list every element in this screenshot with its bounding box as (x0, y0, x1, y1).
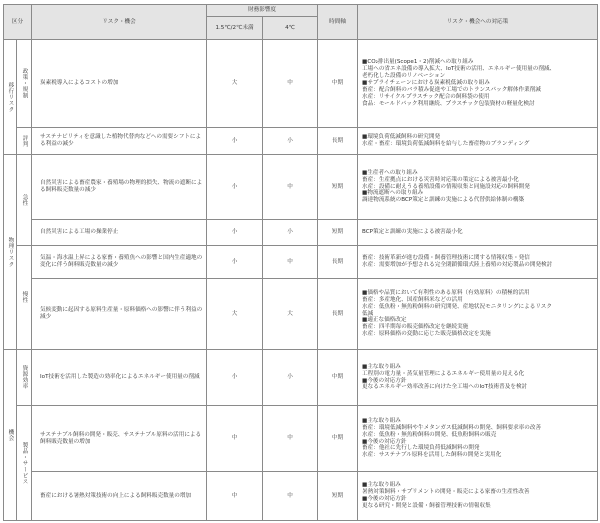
response-measures: ■主な取り組み 暑熱対策飼料・サプリメントの開発・販売による家畜の生産性改善 ■今後の対応方針 更なる研究・開発と設備・飼養管理技術の情報収集 (358, 472, 598, 521)
risk-text: 炭素税導入によるコストの増加 (32, 40, 207, 128)
response-measures: ■主な取り組み 畜産：環境低減飼料や牛メタンガス低減飼料の開発、飼料要求率の改善 水産：低魚粉・無魚粉飼料の開発、低魚粉飼料の販売 ■今後の対応方針 畜産：他社に先行した環境負荷低減飼料の開発 水産：サステナブル原料を活用した飼料の開発と実用化 (358, 406, 598, 472)
header-response: リスク・機会への対応策 (358, 5, 598, 40)
risk-text: 気温・海水温上昇による家畜・養殖魚への影響と国内生産適地の変化に伴う飼料販売数量の減少 (32, 246, 207, 279)
impact-4: 大 (263, 279, 318, 350)
impact-1-5: 小 (207, 155, 263, 220)
risk-text: 自然災害による畜産農家・養殖場の物理的損失、物流の遮断による飼料販売数量の減少 (32, 155, 207, 220)
impact-1-5: 小 (207, 350, 263, 406)
impact-4: 小 (263, 220, 318, 246)
header-risk-opportunity: リスク・機会 (32, 5, 207, 40)
risk-text: 気候変動に起因する原料生産量・原料価格への影響に伴う利益の減少 (32, 279, 207, 350)
subgroup-chronic: 慢性 (17, 246, 32, 350)
header-time-axis: 時間軸 (318, 5, 358, 40)
group-physical-risk: 物理リスク (4, 155, 17, 350)
group-opportunity: 機会 (4, 350, 17, 521)
impact-4: 中 (263, 155, 318, 220)
impact-4: 中 (263, 406, 318, 472)
time-axis: 中期 (318, 350, 358, 406)
impact-1-5: 中 (207, 472, 263, 521)
impact-4: 小 (263, 350, 318, 406)
time-axis: 短期 (318, 220, 358, 246)
response-measures: ■主な取り組み 工程別の電力量・蒸気量管理によるエネルギー使用量の見える化 ■今後の対応方針 更なるエネルギー効率改善に向けた全工場へのIoT技術普及を検討 (358, 350, 598, 406)
header-scenario-4: 4℃ (263, 17, 318, 40)
response-measures: ■価格や品質において有利性のある原料（有効原料）の積極的活用 畜産：多産地化、国産飼料米などの活用 水産：低魚粉・無魚粉飼料の研究開発、産地状況モニタリングによるリスク 低減 ■適正な価格改定 畜産：四半期毎の販売価格改定を継続実施 水産：原料価格の変動に応じた販売価格改定を実施 (358, 279, 598, 350)
response-measures: ■生産者への取り組み 畜産：生産拠点における災害時対応策の策定による被害最小化 水産：設備に耐えうる養殖設備の情報収集と同施設対応の飼料開発 ■物流遮断への取り組み 調達物流系統のBCP策定と訓練の実施による代替供給体制の構築 (358, 155, 598, 220)
time-axis: 長期 (318, 128, 358, 155)
response-measures: ■環境負荷低減飼料の研究開発 水産・畜産：環境負荷低減飼料を給与した畜産物のブランディング (358, 128, 598, 155)
subgroup-acute: 急性 (17, 155, 32, 246)
impact-1-5: 小 (207, 220, 263, 246)
risk-text: IoT技術を活用した製造の効率化によるエネルギー使用量の削減 (32, 350, 207, 406)
time-axis: 中期 (318, 40, 358, 128)
time-axis: 長期 (318, 279, 358, 350)
time-axis: 中期 (318, 406, 358, 472)
impact-4: 小 (263, 128, 318, 155)
response-measures: ■CO₂排出量(Scope1・2)削減への取り組み 工場への省エネ設備の導入拡大、IoT技術の活用、エネルギー使用量の削減、 老朽化した設備のリノベーション ■サプライチェーンにおける炭素税低減の取り組み 畜産：配合飼料のバラ積み促進や工場でのトランスパック解体作業削減 水産：リサイクルプラスチック配合の飼料袋の使用 食品：モールドパック利用継続、プラスチック包装資材の軽量化検討 (358, 40, 598, 128)
time-axis: 長期 (318, 246, 358, 279)
response-measures: BCP策定と訓練の実施による被害最小化 (358, 220, 598, 246)
response-measures: 畜産：技術革新が進む設備・飼養管理技術に関する情報収集・発信 水産：需要増加が予想される完全閉鎖循環式陸上養殖の対応製品の開発検討 (358, 246, 598, 279)
impact-4: 中 (263, 40, 318, 128)
impact-1-5: 大 (207, 40, 263, 128)
subgroup-policy: 政策・規制 (17, 40, 32, 128)
risk-text: サステナビリティを意識した植物代替肉などへの需要シフトによる利益の減少 (32, 128, 207, 155)
impact-4: 中 (263, 472, 318, 521)
time-axis: 短期 (318, 472, 358, 521)
impact-1-5: 小 (207, 128, 263, 155)
risk-text: 畜産における暑熱対策技術の向上による飼料販売数量の増加 (32, 472, 207, 521)
time-axis: 短期 (318, 155, 358, 220)
header-financial-impact: 財務影響度 (207, 5, 318, 17)
group-transition-risk: 移行リスク (4, 40, 17, 155)
impact-4: 中 (263, 246, 318, 279)
subgroup-resource-efficiency: 資源効率 (17, 350, 32, 406)
header-scenario-1-5: 1.5℃/2℃未満 (207, 17, 263, 40)
subgroup-reputation: 評判 (17, 128, 32, 155)
impact-1-5: 大 (207, 279, 263, 350)
risk-text: サステナブル飼料の開発・販売、サステナブル原料の活用による飼料販売数量の増加 (32, 406, 207, 472)
risk-text: 自然災害による工場の操業停止 (32, 220, 207, 246)
impact-1-5: 小 (207, 246, 263, 279)
subgroup-products-services: 製品・サービス (17, 406, 32, 521)
climate-risk-table (3, 4, 598, 521)
impact-1-5: 中 (207, 406, 263, 472)
header-category: 区分 (4, 5, 32, 40)
